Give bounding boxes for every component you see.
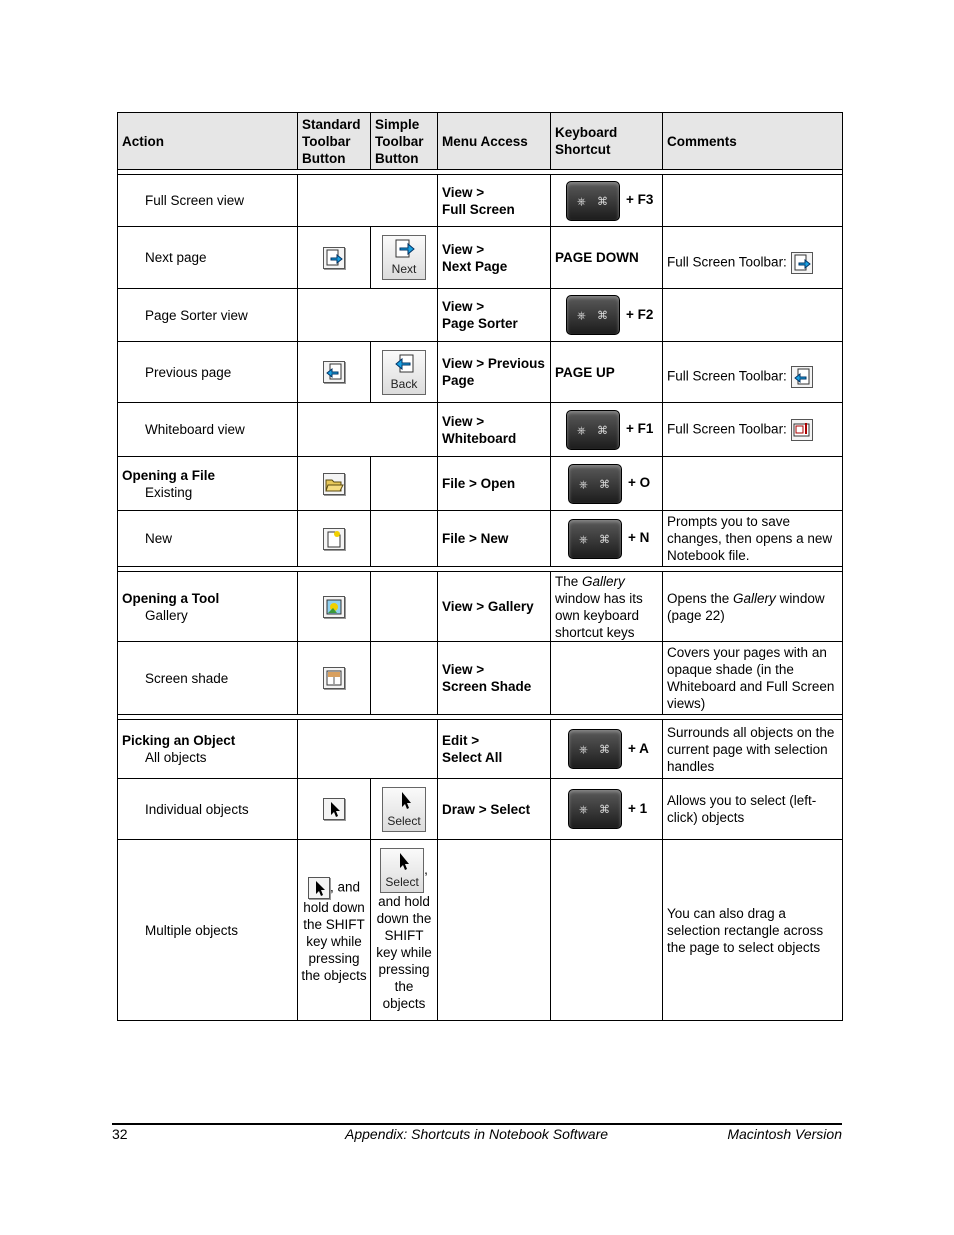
command-key-icon: ⎈ ⌘	[568, 464, 622, 504]
command-key-icon: ⎈ ⌘	[566, 181, 620, 221]
table-row	[118, 289, 843, 342]
table-row	[118, 511, 843, 567]
keyboard-note: The	[555, 573, 583, 589]
header-standard: Standard Toolbar Button	[298, 113, 371, 170]
table-row	[118, 779, 843, 840]
action-label: Existing	[145, 484, 193, 500]
table-row	[118, 572, 843, 642]
action-label: New	[145, 531, 173, 546]
group-heading: Opening a File	[122, 467, 216, 483]
menu-path: View > Previous	[442, 356, 545, 371]
menu-item: Full Screen	[442, 201, 515, 217]
screen-shade-icon	[323, 667, 345, 689]
menu-path: View >	[442, 413, 485, 429]
menu-item: Draw > Select	[442, 801, 531, 817]
comment-text: Covers your pages with an opaque shade (in the Whiteboard and Full Screen views)	[667, 645, 835, 711]
back-button-icon	[382, 350, 426, 395]
shortcut-key: + 1	[628, 800, 648, 816]
simple-button-label: Select	[385, 875, 419, 889]
comment-text: Full Screen Toolbar:	[667, 421, 787, 437]
header-simple: Simple Toolbar Button	[371, 113, 438, 170]
whiteboard-icon	[791, 419, 813, 441]
select-arrow-icon	[323, 798, 345, 820]
comment-emphasis: Gallery	[733, 590, 776, 606]
shortcuts-table	[117, 112, 843, 1021]
action-label: Previous page	[145, 364, 232, 380]
menu-item: Whiteboard	[442, 430, 517, 446]
menu-item: Page	[442, 373, 475, 388]
command-key-icon: ⎈ ⌘	[566, 295, 620, 335]
footer-rule	[112, 1123, 842, 1125]
comment-text-rest: window (page 22)	[667, 590, 825, 623]
menu-path: View >	[442, 299, 485, 314]
group-heading: Opening a Tool	[122, 590, 220, 606]
comment-text: Full Screen Toolbar:	[667, 368, 787, 384]
menu-path: Edit >	[442, 733, 480, 748]
shortcut-key: + O	[628, 475, 651, 491]
new-file-icon	[323, 528, 345, 550]
header-comments: Comments	[663, 113, 843, 170]
comment-text: Surrounds all objects on the current page with selection handles	[667, 724, 835, 774]
select-button-icon	[382, 787, 426, 832]
group-heading: Picking an Object	[122, 733, 236, 748]
open-folder-icon	[323, 473, 345, 495]
table-row	[118, 227, 843, 289]
action-label: Multiple objects	[145, 922, 239, 938]
footer-version: Macintosh Version	[727, 1126, 842, 1142]
select-arrow-icon	[308, 877, 330, 899]
keyboard-note-rest: window has its own keyboard shortcut keys	[555, 590, 643, 640]
next-button-icon	[382, 235, 426, 280]
comment-text: Prompts you to save changes, then opens a new Notebook file.	[667, 514, 833, 563]
menu-item: File > Open	[442, 476, 516, 491]
menu-item: Screen Shade	[442, 679, 532, 694]
standard-instructions: , and hold down the SHIFT key while pressing the objects	[301, 879, 367, 983]
command-key-icon: ⎈ ⌘	[566, 410, 620, 450]
gallery-icon	[323, 596, 345, 618]
comment-text: Full Screen Toolbar:	[667, 254, 787, 270]
shortcut-key: + F1	[626, 421, 654, 437]
header-menu: Menu Access	[438, 113, 551, 170]
action-label: Page Sorter view	[145, 307, 248, 323]
action-label: All objects	[145, 750, 207, 765]
action-label: Screen shade	[145, 670, 229, 686]
menu-path: View >	[442, 184, 485, 200]
previous-page-icon	[323, 361, 345, 383]
shortcut-key: + A	[628, 740, 649, 756]
comment-text: Opens the	[667, 590, 734, 606]
action-label: Next page	[145, 250, 207, 265]
menu-path: View >	[442, 241, 485, 257]
page-number: 32	[112, 1126, 128, 1142]
simple-button-label: Select	[387, 813, 421, 828]
select-button-icon	[380, 848, 424, 893]
menu-item: File > New	[442, 531, 509, 546]
header-keyboard: Keyboard Shortcut	[551, 113, 663, 170]
table-row	[118, 840, 843, 1021]
shortcut-key: PAGE UP	[555, 364, 615, 380]
menu-path: View >	[442, 662, 485, 677]
simple-instructions: , and hold down the SHIFT key while pressing the objects	[376, 862, 432, 1011]
menu-item: Select All	[442, 750, 503, 765]
header-action: Action	[118, 113, 298, 170]
action-label: Full Screen view	[145, 193, 245, 208]
menu-item: Page Sorter	[442, 316, 518, 331]
shortcut-key: PAGE DOWN	[555, 250, 639, 265]
simple-button-label: Next	[391, 262, 417, 276]
command-key-icon: ⎈ ⌘	[568, 519, 622, 559]
shortcut-key: + F2	[626, 306, 654, 322]
action-label: Whiteboard view	[145, 422, 245, 437]
table-row	[118, 403, 843, 457]
command-key-icon: ⎈ ⌘	[568, 789, 622, 829]
table-row	[118, 642, 843, 715]
header-row	[118, 113, 843, 170]
table-row	[118, 720, 843, 779]
comment-text: You can also drag a selection rectangle across the page to select objects	[667, 905, 824, 955]
shortcut-key: + F3	[626, 192, 654, 208]
next-page-icon	[323, 247, 345, 269]
footer-title: Appendix: Shortcuts in Notebook Software	[345, 1126, 609, 1142]
previous-page-icon	[791, 366, 813, 388]
command-key-icon: ⎈ ⌘	[568, 729, 622, 769]
keyboard-note-emphasis: Gallery	[582, 573, 625, 589]
table-row	[118, 342, 843, 403]
action-label: Gallery	[145, 607, 188, 623]
shortcut-key: + N	[628, 530, 650, 546]
comment-text: Allows you to select (left-click) objects	[667, 793, 817, 825]
table-row	[118, 457, 843, 511]
action-label: Individual objects	[145, 801, 249, 817]
menu-item: Next Page	[442, 258, 508, 274]
next-page-icon	[791, 252, 813, 274]
simple-button-label: Back	[390, 376, 418, 391]
table-row	[118, 175, 843, 227]
menu-item: View > Gallery	[442, 599, 534, 614]
